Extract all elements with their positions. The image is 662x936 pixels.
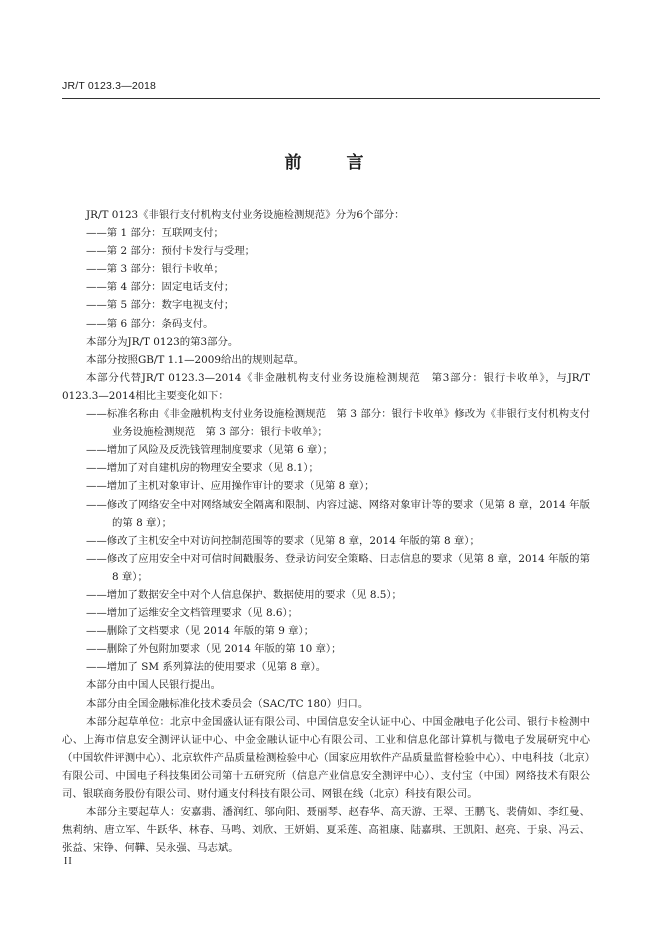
drafting-units-statement: 本部分起草单位：北京中金国盛认证有限公司、中国信息安全认证中心、中国金融电子化公司、银行卡检测中心、上海市信息安全测评认证中心、中金金融认证中心有限公司、工业和信息化部计算机与微电子发展研究中心（中国软件评测中心）、北京软件产品质量检测检验中心（国家应用软件产品质量监督检验中心）、中电科技（北京）有限公司、中国电子科技集团公司第十五研究所（信息产业信息安全测评中心）、支付宝（中国）网络技术有限公司、银联商务股份有限公司、财付通支付科技有限公司、网银在线（北京）科技有限公司。 <box>62 715 590 800</box>
change-list-item: ——标准名称由《非金融机构支付业务设施检测规范 第 3 部分：银行卡收单》修改为《非银行支付机构支付业务设施检测规范 第 3 部分：银行卡收单》； <box>86 408 590 439</box>
change-list-item: ——增加了数据安全中对个人信息保护、数据使用的要求（见 8.5）； <box>86 588 402 601</box>
drafters-statement: 本部分主要起草人：安嘉翡、潘润红、邬向阳、聂丽琴、赵春华、高天游、王翠、王鹏飞、裴倩如、李红曼、焦莉纳、唐立军、牛跃华、林春、马鸣、刘欣、王妍娟、夏采莲、高祖康、陆嘉琪、王凯阳、赵亮、于泉、冯云、张益、宋铮、何鞾、吴永强、马志斌。 <box>62 806 590 855</box>
part-list-item: ——第 2 部分：预付卡发行与受理； <box>86 245 256 258</box>
replaces-statement: 本部分代替JR/T 0123.3—2014《非金融机构支付业务设施检测规范 第3部分：银行卡收单》，与JR/T 0123.3—2014相比主要变化如下： <box>62 371 590 402</box>
centralizer-statement: 本部分由全国金融标准化技术委员会（SAC/TC 180）归口。 <box>86 697 369 710</box>
part-list-item: ——第 3 部分：银行卡收单； <box>86 263 224 276</box>
foreword-body <box>62 206 590 857</box>
page-number: II <box>64 856 73 867</box>
part-list-item: ——第 6 部分：条码支付。 <box>86 317 214 330</box>
change-list-item: ——删除了外包附加要求（见 2014 年版的第 10 章）； <box>86 643 342 656</box>
document-code-header: JR/T 0123.3—2018 <box>62 80 157 92</box>
part-list-item: ——第 4 部分：固定电话支付； <box>86 281 235 294</box>
change-list-item: ——修改了主机安全中对访问控制范围等的要求（见第 8 章，2014 年版的第 8 章）； <box>86 534 480 547</box>
change-list-item: ——增加了风险及反洗钱管理制度要求（见第 6 章）； <box>86 444 333 457</box>
change-list-item: ——增加了 SM 系列算法的使用要求（见第 8 章）。 <box>86 661 327 674</box>
this-part-statement: 本部分为JR/T 0123的第3部分。 <box>86 335 239 348</box>
proposer-statement: 本部分由中国人民银行提出。 <box>86 679 222 692</box>
change-list-item: ——增加了运维安全文档管理要求（见 8.6）； <box>86 607 299 620</box>
intro-lead: JR/T 0123《非银行支付机构支付业务设施检测规范》分为6个部分： <box>86 209 405 221</box>
page-title: 前 言 <box>284 153 378 173</box>
part-list-item: ——第 1 部分：互联网支付； <box>86 227 224 240</box>
change-list-item: ——删除了文档要求（见 2014 年版的第 9 章）； <box>86 625 315 638</box>
change-list-item: ——修改了网络安全中对网络域安全隔离和限制、内容过滤、网络对象审计等的要求（见第 8 章，2014 年版的第 8 章）； <box>86 498 590 529</box>
change-list-item: ——修改了应用安全中对可信时间戳服务、登录访问安全策略、日志信息的要求（见第 8 章，2014 年版的第 8 章）； <box>86 552 590 583</box>
change-list-item: ——增加了对自建机房的物理安全要求（见 8.1）； <box>86 462 319 475</box>
drafting-rule-statement: 本部分按照GB/T 1.1—2009给出的规则起草。 <box>86 353 305 366</box>
part-list-item: ——第 5 部分：数字电视支付； <box>86 299 235 312</box>
change-list-item: ——增加了主机对象审计、应用操作审计的要求（见第 8 章）； <box>86 480 375 493</box>
header-divider <box>62 98 600 99</box>
